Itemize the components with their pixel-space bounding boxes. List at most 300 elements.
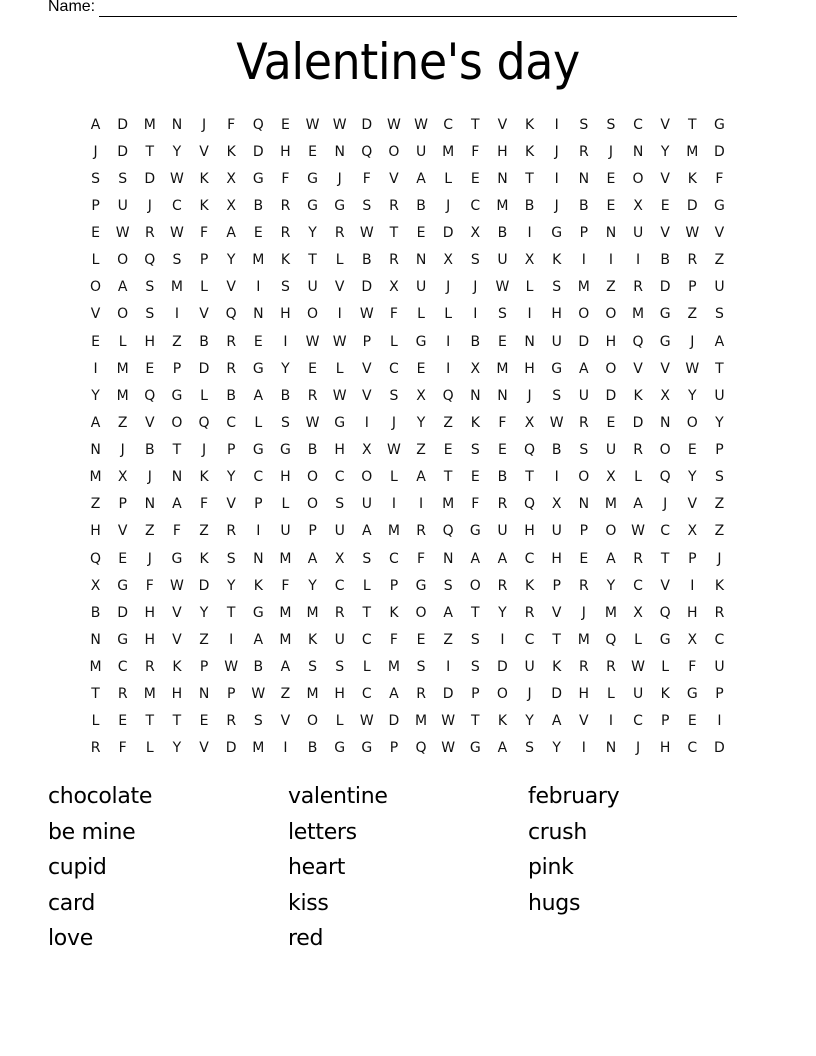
grid-letter: S — [579, 116, 589, 133]
grid-letter: V — [199, 143, 209, 160]
grid-letter: H — [659, 740, 671, 757]
grid-letter: N — [470, 387, 481, 404]
grid-letter: T — [660, 550, 670, 567]
grid-letter: Y — [226, 252, 236, 269]
grid-letter: V — [660, 225, 670, 242]
grid-letter: I — [364, 414, 369, 431]
grid-letter: O — [632, 170, 644, 187]
grid-letter: S — [525, 740, 534, 757]
grid-letter: S — [470, 659, 480, 676]
grid-letter: U — [334, 631, 345, 648]
grid-letter: K — [199, 550, 209, 567]
grid-letter: H — [144, 604, 156, 621]
grid-letter: L — [634, 469, 642, 486]
grid-letter: O — [605, 360, 617, 377]
grid-letter: R — [226, 523, 237, 540]
grid-letter: H — [144, 631, 156, 648]
grid-letter: W — [115, 225, 130, 242]
grid-letter: Q — [524, 442, 536, 459]
grid-letter: W — [685, 360, 700, 377]
grid-letter: O — [578, 469, 590, 486]
grid-letter: D — [605, 387, 617, 404]
grid-letter: N — [605, 225, 617, 242]
grid-letter: N — [198, 686, 210, 703]
grid-letter: V — [551, 604, 562, 621]
grid-letter: K — [497, 713, 508, 730]
grid-letter: P — [471, 686, 480, 703]
grid-letter: K — [552, 659, 562, 676]
grid-letter: E — [443, 442, 453, 459]
grid-letter: T — [172, 713, 182, 730]
grid-letter: V — [199, 306, 209, 323]
grid-letter: Y — [606, 577, 616, 594]
grid-letter: K — [172, 659, 182, 676]
grid-letter: D — [198, 360, 210, 377]
grid-letter: W — [332, 387, 347, 404]
grid-letter: G — [551, 225, 563, 242]
word-list-item — [528, 921, 768, 957]
grid-letter: T — [145, 713, 155, 730]
grid-letter: R — [226, 360, 237, 377]
grid-letter: B — [253, 197, 264, 214]
grid-letter: A — [416, 170, 426, 187]
grid-letter: V — [172, 604, 182, 621]
grid-letter: D — [361, 279, 373, 296]
grid-letter: K — [280, 252, 291, 269]
grid-letter: G — [307, 170, 318, 187]
grid-letter: K — [660, 686, 670, 703]
grid-letter: I — [283, 740, 288, 757]
grid-letter: I — [608, 713, 613, 730]
grid-letter: L — [444, 170, 453, 187]
grid-letter: A — [470, 550, 481, 567]
grid-letter: X — [470, 360, 481, 377]
grid-letter: I — [93, 360, 98, 377]
grid-letter: H — [280, 143, 291, 160]
grid-letter: B — [579, 197, 589, 214]
grid-letter: J — [608, 143, 613, 160]
grid-letter: R — [389, 252, 399, 269]
grid-letter: J — [581, 604, 586, 621]
grid-letter: C — [389, 550, 399, 567]
grid-letter: L — [91, 713, 100, 730]
grid-letter: J — [717, 550, 722, 567]
grid-letter: D — [714, 143, 725, 160]
grid-letter: M — [116, 387, 129, 404]
grid-letter: J — [147, 550, 152, 567]
grid-letter: P — [199, 252, 209, 269]
grid-letter: M — [306, 686, 319, 703]
grid-letter: R — [578, 577, 589, 594]
grid-letter: N — [605, 740, 617, 757]
grid-letter: B — [497, 469, 508, 486]
grid-letter: H — [334, 686, 345, 703]
word-list-item: february — [528, 784, 620, 809]
grid-letter: A — [443, 604, 453, 621]
grid-letter: S — [470, 631, 480, 648]
grid-letter: H — [144, 333, 156, 350]
grid-letter: G — [171, 550, 183, 567]
grid-letter: C — [633, 116, 643, 133]
grid-letter: J — [663, 496, 668, 513]
grid-letter: C — [470, 197, 481, 214]
grid-letter: U — [714, 387, 725, 404]
grid-letter: X — [470, 225, 481, 242]
grid-letter: X — [524, 414, 535, 431]
grid-letter: M — [89, 469, 102, 486]
grid-letter: E — [253, 333, 263, 350]
grid-letter: C — [226, 414, 237, 431]
grid-letter: Z — [117, 414, 128, 431]
grid-letter: L — [525, 279, 534, 296]
grid-letter: C — [172, 197, 182, 214]
grid-letter: M — [306, 604, 319, 621]
grid-letter: E — [118, 713, 128, 730]
grid-letter: R — [389, 197, 399, 214]
grid-letter: S — [145, 306, 155, 323]
grid-letter: J — [527, 686, 532, 703]
grid-letter: J — [554, 197, 559, 214]
grid-letter: D — [388, 713, 400, 730]
grid-letter: C — [389, 360, 399, 377]
grid-letter: M — [252, 740, 265, 757]
grid-letter: A — [253, 631, 264, 648]
grid-letter: B — [253, 659, 264, 676]
grid-letter: K — [226, 143, 236, 160]
grid-letter: M — [279, 604, 292, 621]
grid-letter: C — [660, 523, 671, 540]
grid-letter: G — [415, 577, 427, 594]
grid-letter: P — [91, 197, 100, 214]
grid-letter: S — [226, 550, 236, 567]
grid-letter: W — [305, 333, 320, 350]
grid-letter: M — [116, 360, 129, 377]
grid-letter: X — [389, 279, 399, 296]
grid-letter: Y — [91, 387, 100, 404]
grid-letter: K — [524, 143, 535, 160]
grid-letter: L — [200, 387, 208, 404]
grid-letter: W — [549, 414, 564, 431]
grid-letter: U — [361, 496, 372, 513]
grid-letter: M — [496, 360, 509, 377]
grid-letter: K — [524, 577, 535, 594]
grid-letter: I — [717, 713, 722, 730]
grid-letter: M — [279, 631, 292, 648]
grid-letter: W — [332, 116, 347, 133]
word-list-item: hugs — [528, 890, 581, 916]
grid-letter: T — [552, 631, 561, 648]
grid-letter: A — [551, 713, 562, 730]
word-list-item: crush — [528, 819, 587, 845]
grid-letter: C — [361, 686, 372, 703]
grid-letter: R — [714, 604, 725, 621]
name-blank-line[interactable] — [99, 2, 737, 17]
grid-letter: T — [471, 604, 480, 621]
grid-letter: O — [496, 686, 508, 703]
grid-letter: O — [90, 279, 102, 296]
grid-letter: G — [334, 740, 346, 757]
grid-letter: V — [633, 360, 643, 377]
grid-letter: U — [551, 523, 562, 540]
grid-letter: N — [524, 333, 535, 350]
grid-letter: L — [417, 306, 425, 323]
grid-letter: F — [471, 496, 480, 513]
grid-letter: A — [362, 523, 372, 540]
grid-letter: L — [281, 496, 290, 513]
grid-letter: M — [442, 496, 455, 513]
grid-letter: V — [714, 225, 725, 242]
grid-letter: W — [441, 740, 456, 757]
word-list-item: cupid — [48, 855, 107, 880]
grid-letter: R — [606, 659, 616, 676]
grid-letter: Q — [198, 414, 210, 431]
grid-letter: A — [714, 333, 725, 350]
grid-letter: S — [280, 279, 290, 296]
grid-letter: X — [551, 496, 562, 513]
grid-letter: L — [390, 469, 398, 486]
grid-letter: R — [497, 496, 508, 513]
grid-letter: L — [91, 252, 100, 269]
grid-letter: S — [172, 252, 182, 269]
grid-letter: A — [172, 496, 182, 513]
grid-letter: B — [497, 225, 508, 242]
grid-letter: R — [497, 577, 508, 594]
grid-letter: J — [337, 170, 342, 187]
grid-letter: G — [334, 197, 346, 214]
grid-letter: J — [93, 143, 98, 160]
grid-letter: I — [554, 116, 559, 133]
grid-letter: X — [660, 387, 670, 404]
grid-letter: D — [442, 686, 454, 703]
grid-letter: R — [633, 550, 643, 567]
grid-letter: E — [470, 469, 480, 486]
grid-letter: Z — [199, 631, 209, 648]
grid-letter: D — [361, 116, 373, 133]
grid-letter: I — [174, 306, 179, 323]
grid-letter: N — [578, 170, 590, 187]
grid-letter: U — [605, 442, 617, 459]
grid-letter: K — [199, 197, 209, 214]
grid-letter: V — [497, 116, 508, 133]
grid-letter: T — [471, 116, 480, 133]
grid-letter: H — [280, 469, 291, 486]
grid-letter: F — [417, 550, 426, 567]
grid-letter: H — [280, 306, 291, 323]
grid-letter: E — [281, 116, 290, 133]
grid-letter: W — [359, 306, 374, 323]
grid-letter: V — [226, 496, 236, 513]
grid-letter: T — [91, 686, 100, 703]
grid-letter: U — [714, 279, 725, 296]
word-list-item: card — [48, 890, 96, 916]
grid-letter: Q — [659, 469, 671, 486]
grid-letter: E — [606, 170, 616, 187]
grid-letter: W — [631, 659, 645, 676]
grid-letter: S — [470, 442, 480, 459]
grid-letter: I — [418, 496, 424, 513]
grid-letter: Q — [605, 631, 617, 648]
grid-letter: E — [660, 197, 670, 214]
grid-letter: I — [581, 740, 586, 757]
grid-letter: W — [251, 686, 266, 703]
grid-letter: T — [308, 252, 317, 269]
grid-letter: E — [579, 550, 589, 567]
grid-letter: A — [117, 279, 128, 296]
grid-letter: T — [172, 442, 182, 459]
grid-letter: E — [687, 713, 697, 730]
grid-letter: Y — [172, 143, 182, 160]
grid-letter: M — [442, 143, 455, 160]
grid-letter: O — [307, 306, 319, 323]
grid-letter: V — [334, 279, 345, 296]
grid-letter: Y — [281, 360, 290, 377]
grid-letter: R — [578, 659, 589, 676]
grid-letter: M — [143, 686, 156, 703]
grid-letter: B — [280, 387, 291, 404]
grid-letter: L — [362, 659, 371, 676]
grid-letter: G — [714, 116, 725, 133]
grid-letter: N — [578, 496, 590, 513]
grid-letter: U — [497, 523, 508, 540]
grid-letter: D — [686, 197, 698, 214]
grid-letter: H — [524, 360, 535, 377]
grid-letter: S — [308, 659, 317, 676]
grid-letter: Z — [714, 523, 725, 540]
grid-letter: M — [387, 659, 400, 676]
grid-letter: U — [307, 279, 318, 296]
grid-letter: P — [226, 686, 236, 703]
grid-letter: M — [387, 523, 400, 540]
grid-letter: N — [144, 496, 156, 513]
grid-letter: E — [606, 414, 616, 431]
grid-letter: H — [578, 686, 590, 703]
grid-letter: I — [473, 306, 478, 323]
grid-letter: V — [660, 170, 670, 187]
grid-letter: W — [359, 225, 374, 242]
grid-letter: W — [387, 116, 401, 133]
grid-letter: D — [442, 225, 454, 242]
grid-letter: F — [172, 523, 181, 540]
grid-letter: P — [389, 740, 399, 757]
grid-letter: M — [632, 306, 645, 323]
grid-letter: N — [171, 116, 183, 133]
grid-letter: G — [117, 631, 129, 648]
grid-letter: M — [170, 279, 183, 296]
grid-letter: U — [714, 659, 725, 676]
grid-letter: E — [416, 225, 426, 242]
grid-letter: Y — [226, 577, 236, 594]
grid-letter: L — [118, 333, 127, 350]
grid-letter: O — [686, 414, 698, 431]
grid-letter: K — [199, 469, 209, 486]
grid-letter: T — [145, 143, 155, 160]
grid-letter: J — [635, 740, 641, 757]
grid-letter: Y — [498, 604, 507, 621]
grid-letter: R — [416, 686, 426, 703]
grid-letter: L — [444, 306, 453, 323]
grid-letter: R — [280, 197, 291, 214]
grid-letter: L — [634, 631, 642, 648]
grid-letter: D — [252, 143, 264, 160]
grid-letter: D — [117, 143, 129, 160]
word-list-item: kiss — [288, 890, 329, 916]
grid-letter: F — [471, 143, 480, 160]
grid-letter: I — [256, 279, 261, 296]
grid-letter: Z — [90, 496, 101, 513]
grid-letter: Q — [632, 333, 644, 350]
grid-letter: Y — [226, 469, 236, 486]
grid-letter: S — [552, 387, 562, 404]
grid-letter: X — [633, 604, 643, 621]
grid-letter: Q — [361, 143, 373, 160]
grid-letter: Y — [199, 604, 209, 621]
grid-letter: B — [90, 604, 101, 621]
grid-letter: O — [659, 442, 671, 459]
grid-letter: R — [334, 225, 345, 242]
grid-letter: H — [524, 523, 535, 540]
grid-letter: E — [118, 550, 128, 567]
grid-letter: L — [145, 740, 154, 757]
grid-letter: N — [334, 143, 345, 160]
grid-letter: S — [335, 659, 345, 676]
grid-letter: B — [307, 442, 318, 459]
grid-letter: S — [443, 577, 453, 594]
grid-letter: T — [688, 116, 697, 133]
grid-letter: V — [362, 360, 372, 377]
grid-letter: W — [170, 225, 184, 242]
grid-letter: G — [252, 170, 264, 187]
grid-letter: F — [389, 306, 398, 323]
grid-letter: H — [497, 143, 508, 160]
grid-letter: X — [524, 252, 535, 269]
grid-letter: K — [253, 577, 263, 594]
grid-letter: A — [497, 740, 508, 757]
grid-letter: S — [497, 306, 507, 323]
grid-letter: O — [415, 604, 427, 621]
grid-letter: E — [308, 143, 317, 160]
name-field — [48, 0, 737, 17]
grid-letter: D — [117, 604, 129, 621]
grid-letter: H — [551, 550, 562, 567]
word-list-item: chocolate — [48, 784, 153, 809]
grid-letter: R — [578, 414, 589, 431]
grid-letter: C — [334, 577, 345, 594]
grid-letter: E — [91, 333, 100, 350]
grid-letter: Q — [659, 604, 671, 621]
grid-letter: D — [198, 577, 210, 594]
grid-letter: B — [307, 740, 318, 757]
grid-letter: T — [443, 469, 453, 486]
grid-letter: Y — [688, 469, 697, 486]
grid-letter: V — [199, 740, 209, 757]
grid-letter: S — [416, 659, 426, 676]
grid-letter: M — [415, 713, 428, 730]
grid-letter: O — [388, 143, 400, 160]
name-label: Name: — [48, 0, 96, 15]
grid-letter: Q — [524, 496, 536, 513]
grid-letter: Z — [145, 523, 155, 540]
grid-letter: B — [524, 197, 535, 214]
word-list-item: be mine — [48, 819, 136, 845]
grid-letter: Q — [90, 550, 102, 567]
grid-letter: L — [362, 577, 371, 594]
grid-letter: F — [200, 496, 209, 513]
word-list-item: heart — [288, 855, 346, 880]
grid-letter: Y — [172, 740, 182, 757]
grid-letter: C — [687, 740, 698, 757]
grid-letter: E — [416, 631, 426, 648]
grid-letter: A — [579, 360, 589, 377]
